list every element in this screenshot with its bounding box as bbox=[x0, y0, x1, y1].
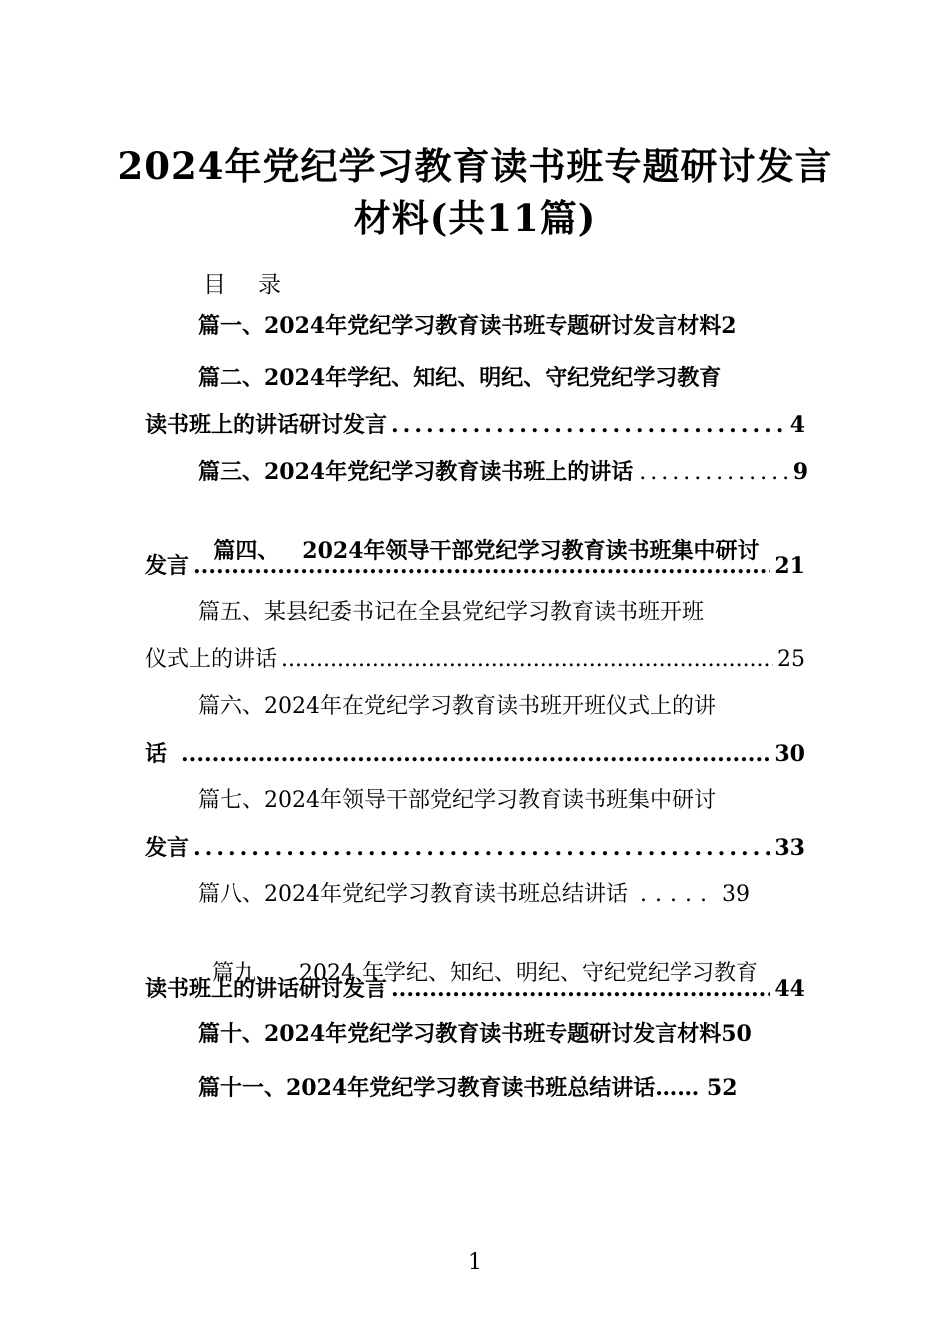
leader-dots bbox=[181, 738, 770, 770]
toc-page-8: 39 bbox=[722, 882, 750, 907]
toc-page-2: 4 bbox=[789, 412, 805, 438]
toc-heading: 目 录 bbox=[203, 272, 283, 298]
toc-page-6: 30 bbox=[774, 741, 805, 767]
toc-page-7: 33 bbox=[774, 835, 805, 861]
toc-entry-5[interactable]: 篇五、某县纪委书记在全县党纪学习教育读书班开班 bbox=[198, 600, 705, 625]
toc-entry-2[interactable]: 篇二、2024年学纪、知纪、明纪、守纪党纪学习教育 bbox=[198, 365, 722, 391]
toc-page-5: 25 bbox=[777, 647, 805, 672]
title-line-1: 2024年党纪学习教育读书班专题研讨发言 bbox=[117, 144, 833, 188]
toc-entry-9[interactable]: 篇九、 2024 年学纪、知纪、明纪、守纪党纪学习教育 bbox=[212, 961, 758, 986]
leader-dots bbox=[193, 832, 770, 864]
leader-dots: …… bbox=[655, 1075, 707, 1101]
leader-dots bbox=[391, 409, 786, 441]
page-number: 1 bbox=[468, 1250, 482, 1275]
document-title bbox=[0, 140, 950, 244]
toc-entry-1[interactable]: 篇一、2024年党纪学习教育读书班专题研讨发言材料2 bbox=[198, 313, 737, 339]
toc-page-10: 50 bbox=[721, 1021, 752, 1047]
toc-entry-7[interactable]: 篇七、2024年领导干部党纪学习教育读书班集中研讨 bbox=[198, 788, 716, 813]
leader-dots bbox=[639, 457, 786, 489]
toc-entry-4[interactable]: 篇四、 2024年领导干部党纪学习教育读书班集中研讨 bbox=[213, 538, 760, 564]
toc-entry-8[interactable]: 篇八、2024年党纪学习教育读书班总结讲话 ..... 39 bbox=[198, 879, 808, 911]
toc-page-11: 52 bbox=[706, 1075, 738, 1101]
toc-entry-6[interactable]: 篇六、2024年在党纪学习教育读书班开班仪式上的讲 bbox=[198, 694, 716, 719]
toc-entry-5-continued[interactable]: 仪式上的讲话 ..... 25 bbox=[145, 644, 805, 676]
leader-dots bbox=[391, 973, 770, 1005]
toc-entry-7-continued[interactable]: 发言 ..... 33 bbox=[145, 832, 805, 864]
toc-page-1: 2 bbox=[721, 313, 737, 339]
leader-dots bbox=[193, 550, 770, 582]
toc-page-9: 44 bbox=[774, 976, 805, 1002]
toc-entry-11[interactable]: 篇十一、2024年党纪学习教育读书班总结讲话…… 52 bbox=[198, 1075, 738, 1101]
toc-entry-9-continued[interactable]: 读书班上的讲话研讨发言 ..... 44 bbox=[145, 973, 805, 1005]
toc-entry-6-continued[interactable]: 话 ..... 30 bbox=[145, 738, 805, 770]
leader-dots bbox=[281, 644, 773, 676]
leader-dots bbox=[640, 879, 710, 911]
toc-entry-10[interactable]: 篇十、2024年党纪学习教育读书班专题研讨发言材料50 bbox=[198, 1021, 752, 1047]
toc-entry-2-continued[interactable]: 读书班上的讲话研讨发言 ..... 4 bbox=[145, 409, 805, 441]
title-line-2: 材料(共11篇) bbox=[353, 196, 597, 240]
toc-entry-3[interactable]: 篇三、2024年党纪学习教育读书班上的讲话 ..... 9 bbox=[198, 456, 808, 489]
toc-entry-4-continued[interactable]: 发言 ..... 21 bbox=[145, 550, 805, 582]
toc-page-3: 9 bbox=[792, 459, 808, 485]
toc-page-4: 21 bbox=[774, 553, 805, 579]
